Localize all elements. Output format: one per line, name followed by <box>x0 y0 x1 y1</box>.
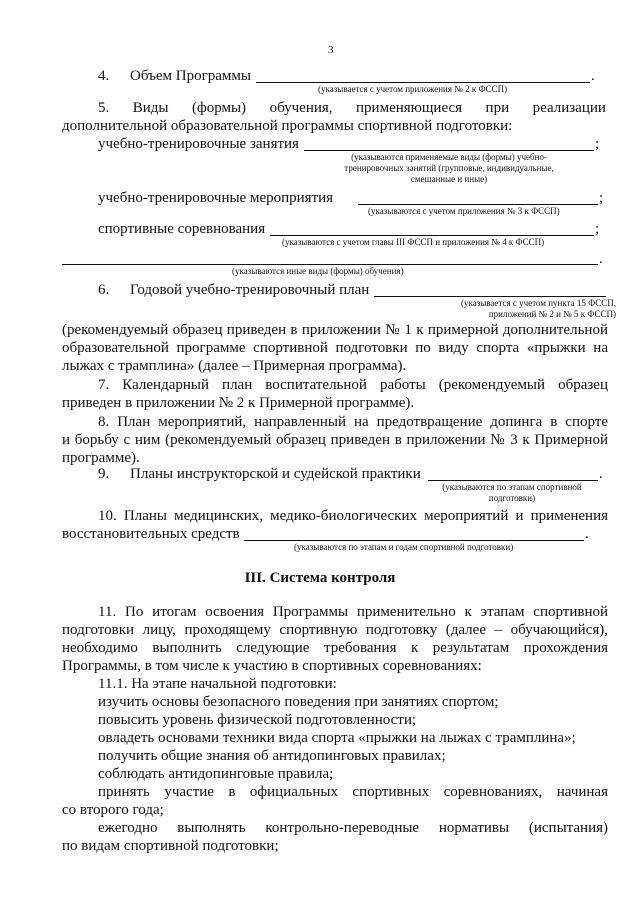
requirement-item: соблюдать антидопинговые правила; <box>98 766 334 782</box>
item-5-word: обучения, <box>269 100 333 116</box>
note-line: (указываются применяемые виды (формы) учебно- <box>351 152 547 162</box>
note-line: тренировочных занятий (групповые, индивидуальные, <box>344 163 554 173</box>
item-5-word: применяющиеся <box>356 100 463 116</box>
item-10-fill-line <box>244 540 584 541</box>
competitions-fill-line <box>270 235 594 236</box>
item-8-line-2: и борьбу с ним (рекомендуемый образец приведен в приложении № 3 к Примерной <box>62 432 608 448</box>
item-7-line-2: приведен в приложении № 2 к Примерной программе). <box>62 395 415 411</box>
requirement-item: повысить уровень физической подготовленности; <box>98 712 417 728</box>
page-number: 3 <box>328 44 334 56</box>
note-line: смешанные и иные) <box>410 174 488 184</box>
item-4-fill-line <box>256 82 590 83</box>
item-9-label: Планы инструкторской и судейской практики <box>130 466 421 482</box>
item-6-line-1: (рекомендуемый образец приведен в приложении № 1 к примерной дополнительной <box>62 322 608 338</box>
item-4-note: (указывается с учетом приложения № 2 к ФССП) <box>318 84 508 94</box>
note-line: (указываются по этапам спортивной <box>442 482 582 492</box>
requirement-norms-line-1: ежегодно выполнять контрольно-переводные нормативы (испытания) <box>98 820 608 836</box>
item-5-word: (формы) <box>192 100 247 116</box>
training-classes-end: ; <box>595 136 600 152</box>
requirement-item: овладеть основами техники вида спорта «прыжки на лыжах с трамплина»; <box>98 730 576 746</box>
requirement-compete-line-2: со второго года; <box>62 802 164 818</box>
item-7-line-1: 7. Календарный план воспитательной работы (рекомендуемый образец <box>98 377 608 393</box>
item-6-line-2: образовательной программе спортивной подготовки по виду спорта «прыжки на <box>62 340 608 356</box>
competitions-label: спортивные соревнования <box>98 221 266 237</box>
item-5-word: при <box>485 100 510 116</box>
item-10-line-1: 10. Планы медицинских, медико-биологических мероприятий и применения <box>98 508 608 524</box>
training-events-note: (указываются с учетом приложения № 3 к ФССП) <box>368 206 560 216</box>
training-classes-fill-line <box>304 150 594 151</box>
item-5-line-1 <box>98 99 606 117</box>
item-6-number: 6. <box>98 282 110 298</box>
item-9-fill-line <box>428 480 598 481</box>
training-classes-note <box>320 152 578 185</box>
p11-line-1: 11. По итогам освоения Программы применительно к этапам спортивной <box>98 604 608 620</box>
item-9-note <box>424 482 600 504</box>
item-8-line-3: программе). <box>62 450 140 466</box>
note-line: (указывается с учетом пункта 15 ФССП, <box>460 298 616 308</box>
item-10-note: (указываются по этапам и годам спортивной подготовки) <box>294 542 514 552</box>
subsection-11-1: 11.1. На этапе начальной подготовки: <box>98 676 337 692</box>
p11-line-4: Программы, в том числе к участию в спортивных соревнованиях: <box>62 658 482 674</box>
competitions-end: ; <box>595 221 600 237</box>
item-4-number: 4. <box>98 68 110 84</box>
training-classes-label: учебно-тренировочные занятия <box>98 136 299 152</box>
item-6-note <box>380 298 616 320</box>
p11-line-3: необходимо выполнить следующие требования к результатам прохождения <box>62 640 608 656</box>
competitions-note: (указываются с учетом главы III ФССП и приложения № 4 к ФССП) <box>282 237 545 247</box>
item-5-word: 5. <box>98 100 110 116</box>
item-5-word: реализации <box>532 100 606 116</box>
note-line: подготовки) <box>488 493 536 503</box>
item-4-label: Объем Программы <box>130 68 251 84</box>
item-10-end: . <box>585 526 589 542</box>
other-forms-fill-line <box>62 264 598 265</box>
item-4-end: . <box>591 68 595 84</box>
item-10-line-2: восстановительных средств <box>62 526 240 542</box>
item-9-end: . <box>599 466 603 482</box>
requirement-compete-line-1: принять участие в официальных спортивных соревнованиях, начиная <box>98 784 608 800</box>
item-5-word: Виды <box>132 100 169 116</box>
other-forms-end: . <box>599 251 603 267</box>
other-forms-note: (указываются иные виды (формы) обучения) <box>232 266 404 276</box>
requirement-norms-line-2: по видам спортивной подготовки; <box>62 838 279 854</box>
note-line: приложений № 2 и № 5 к ФССП) <box>488 309 616 319</box>
training-events-label: учебно-тренировочные мероприятия <box>98 190 334 206</box>
section-title: III. Система контроля <box>244 570 396 586</box>
requirement-item: получить общие знания об антидопинговых правилах; <box>98 748 446 764</box>
item-6-line-3: лыжах с трамплина» (далее – Примерная программа). <box>62 358 407 374</box>
requirement-item: изучить основы безопасного поведения при занятиях спортом; <box>98 694 499 710</box>
item-6-fill-line <box>374 296 606 297</box>
item-8-line-1: 8. План мероприятий, направленный на предотвращение допинга в спорте <box>98 414 608 430</box>
item-9-number: 9. <box>98 466 110 482</box>
p11-line-2: подготовки лицу, проходящему спортивную подготовку (далее – обучающийся), <box>62 622 608 638</box>
item-5-line-2: дополнительной образовательной программы спортивной подготовки: <box>62 118 513 134</box>
training-events-fill-line <box>358 204 598 205</box>
training-events-end: ; <box>599 190 604 206</box>
item-6-label: Годовой учебно-тренировочный план <box>130 282 370 298</box>
